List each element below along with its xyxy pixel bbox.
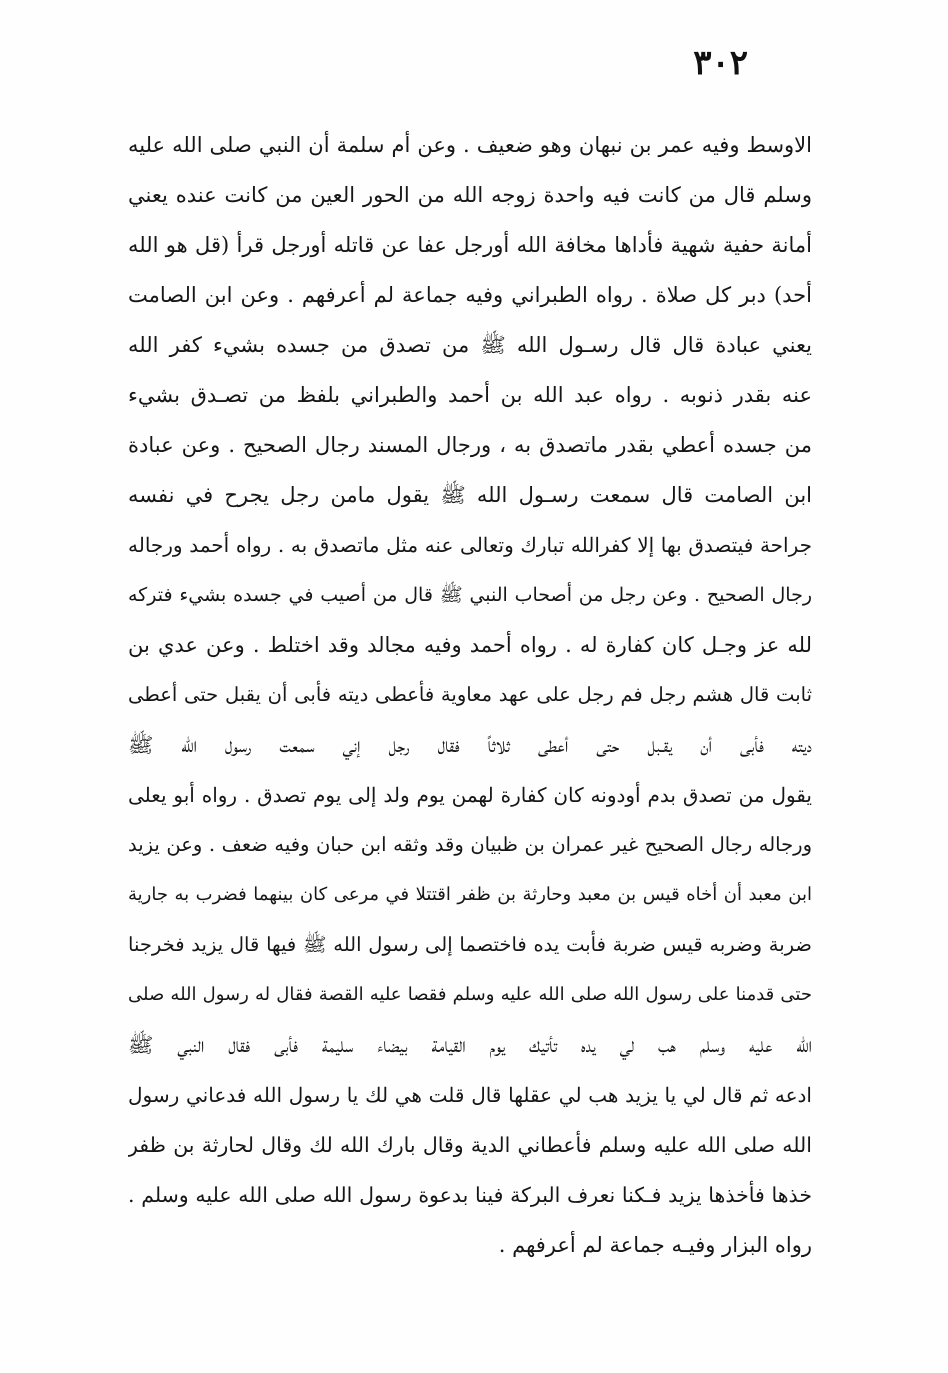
text-line: يقول من تصدق بدم أودونه كان كفارة لهمن يوم ولد إلى يوم تصدق . رواه أبو يعلى	[128, 783, 812, 807]
text-line: عنه بقدر ذنوبه . رواه عبد الله بن أحمد والطبراني بلفظ من تصـدق بشيء	[128, 383, 812, 407]
text-line: ديته فأبى أن يقـبل حتى أعطى ثلاثاً فقال رجل إني سمعت رسول الله ﷺ	[128, 733, 812, 757]
text-line: ورجاله رجال الصحيح غير عمران بن ظبيان وقد وثقه ابن حبان وفيه ضعف . وعن يزيد	[128, 833, 812, 856]
text-line: خذها فأخذها يزيد فـكنا نعرف البركة فينا بدعوة رسول الله صلى الله عليه وسلم .	[128, 1183, 812, 1207]
text-line: من جسده أعطي بقدر ماتصدق به ، ورجال المسند رجال الصحيح . وعن عبادة	[128, 433, 812, 457]
text-line: ادعه ثم قال لي يا يزيد هب لي عقلها قال قلت هي لك يا رسول الله فدعاني رسول	[128, 1083, 812, 1107]
text-line: ثابت قال هشم رجل فم رجل على عهد معاوية فأعطى ديته فأبى أن يقبل حتى أعطى	[128, 683, 812, 706]
text-line: الله صلى الله عليه وسلم فأعطاني الدية وقال بارك الله لك وقال لحارثة بن ظفر	[128, 1133, 812, 1157]
body-text	[128, 120, 812, 1270]
text-line: رجال الصحيح . وعن رجل من أصحاب النبي ﷺ قال من أصيب في جسده بشيء فتركه	[128, 584, 812, 606]
text-line: جراحة فيتصدق بها إلا كفرالله تبارك وتعالى عنه مثل ماتصدق به . رواه أحمد ورجاله	[128, 533, 812, 557]
text-line: أمانة حفية شهية فأداها مخافة الله أورجل عفا عن قاتله أورجل قرأ (قل هو الله	[128, 233, 812, 257]
page-number: ٣٠٢	[693, 43, 748, 83]
text-line: الله عليه وسلم هب لي يده تأتيك يوم القيامة بيضاء سليمة فأبى فقال النبي ﷺ	[128, 1033, 812, 1057]
text-line: ابن معبد أن أخاه قيس بن معبد وحارثة بن ظفر اقتتلا في مرعى كان بينهما فضرب به جارية	[128, 884, 812, 905]
text-line: أحد) دبر كل صلاة . رواه الطبراني وفيه جماعة لم أعرفهم . وعن ابن الصامت	[128, 283, 812, 307]
text-line: لله عز وجـل كان كفارة له . رواه أحمد وفيه مجالد وقد اختلط . وعن عدي بن	[128, 633, 812, 657]
text-line: ابن الصامت قال سمعت رسـول الله ﷺ يقول مامن رجل يجرح في نفسه	[128, 483, 812, 507]
text-line: حتى قدمنا على رسول الله صلى الله عليه وسلم فقصا عليه القصة فقال له رسول الله صلى	[128, 984, 812, 1005]
text-line: رواه البزار وفيـه جماعة لم أعرفهم .	[498, 1233, 812, 1257]
text-line: الاوسط وفيه عمر بن نبهان وهو ضعيف . وعن أم سلمة أن النبي صلى الله عليه	[128, 133, 812, 157]
text-line: ضربة وضربه قيس ضربة فأبت يده فاختصما إلى رسول الله ﷺ فيها قال يزيد فخرجنا	[128, 933, 812, 956]
text-line: وسلم قال من كانت فيه واحدة زوجه الله من الحور العين من كانت عنده يعني	[128, 183, 812, 207]
text-line: يعني عبادة قال قال رسـول الله ﷺ من تصدق من جسده بشيء كفر الله	[128, 333, 812, 357]
